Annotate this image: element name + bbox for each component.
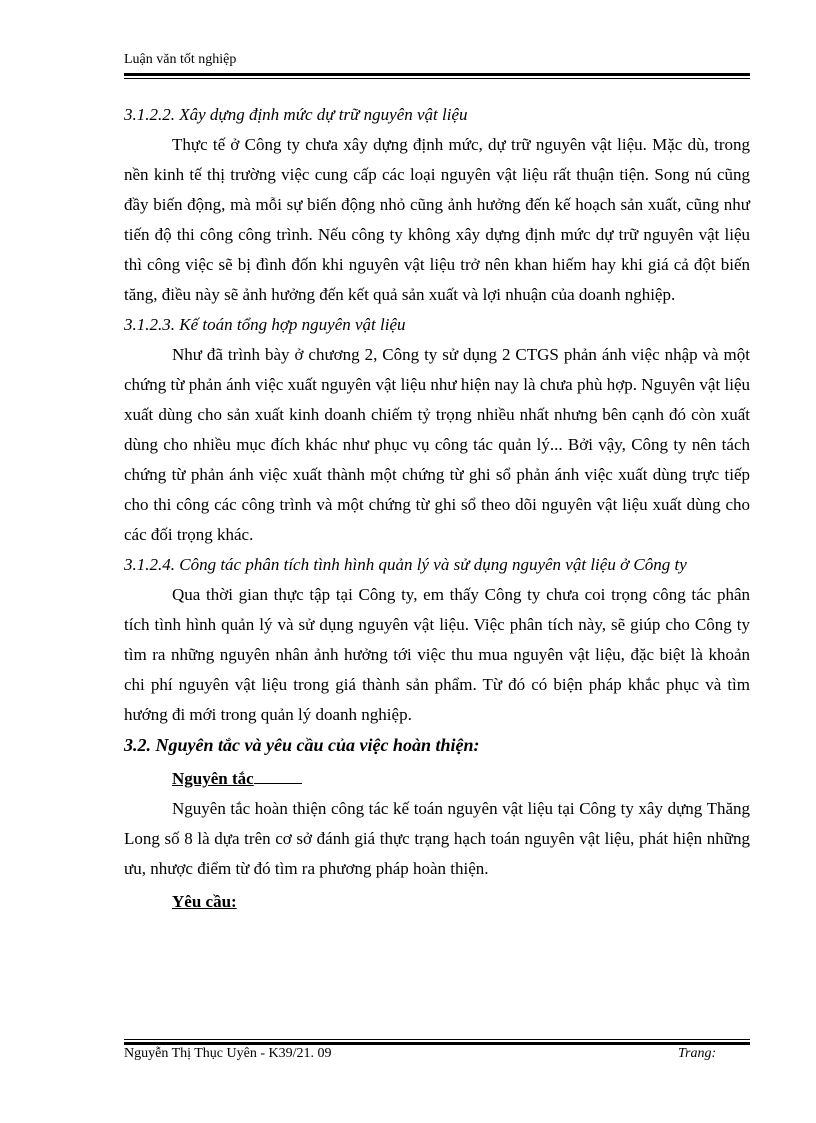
- header-rule-thin: [124, 78, 750, 79]
- section-heading-3-1-2-4: 3.1.2.4. Công tác phân tích tình hình quản lý và sử dụng nguyên vật liệu ở Công ty: [124, 555, 687, 574]
- requirement-label: Yêu cầu:: [172, 892, 237, 911]
- page-content: [124, 100, 750, 917]
- header-rule-thick: [124, 73, 750, 76]
- header-title: Luận văn tốt nghiệp: [124, 52, 237, 67]
- requirement-label-line: [172, 887, 750, 917]
- section-heading-3-2: 3.2. Nguyên tắc và yêu cầu của việc hoàn thiện:: [124, 735, 480, 755]
- section-body-3-1-2-4: Qua thời gian thực tập tại Công ty, em thấy Công ty chưa coi trọng công tác phân tích tình hình quản lý và sử dụng nguyên vật liệu. Việc phân tích này, sẽ giúp cho Công ty tìm ra những nguyên nhân ảnh hưởng tới việc thu mua nguyên vật liệu, đặc biệt là khoản chi phí nguyên vật liệu trong giá thành sản phẩm. Từ đó có biện pháp khắc phục và tìm hướng đi mới trong quản lý doanh nghiệp.: [124, 585, 750, 724]
- footer-rule-thick: [124, 1042, 750, 1045]
- section-body-3-1-2-2: Thực tế ở Công ty chưa xây dựng định mức, dự trữ nguyên vật liệu. Mặc dù, trong nền kinh tế thị trường việc cung cấp các loại nguyên vật liệu rất thuận tiện. Song nú cũng đầy biến động, mà mỗi sự biến động nhỏ cũng ảnh hưởng đến kế hoạch sản xuất, cũng như tiến độ thi công công trình. Nếu công ty không xây dựng định mức dự trữ nguyên vật liệu thì công việc sẽ bị đình đốn khi nguyên vật liệu trở nên khan hiếm hay khi giá cả đột biến tăng, điều này sẽ ảnh hưởng đến kết quả sản xuất và lợi nhuận của doanh nghiệp.: [124, 135, 750, 304]
- section-body-3-1-2-3: Như đã trình bày ở chương 2, Công ty sử dụng 2 CTGS phản ánh việc nhập và một chứng từ phản ánh việc xuất nguyên vật liệu như hiện nay là chưa phù hợp. Nguyên vật liệu xuất dùng cho sản xuất kinh doanh chiếm tỷ trọng nhiều nhất nhưng bên cạnh đó còn xuất dùng cho nhiều mục đích khác như phục vụ công tác quản lý... Bởi vậy, Công ty nên tách chứng từ phản ánh việc xuất thành một chứng từ ghi sổ phản ánh việc xuất dùng trực tiếp cho thi công các công trình và một chứng từ ghi sổ theo dõi nguyên vật liệu xuất dùng cho các đối trọng khác.: [124, 345, 750, 544]
- footer-page-label: Trang:: [678, 1046, 717, 1061]
- principle-label: Nguyên tắc: [172, 769, 254, 788]
- principle-underline: [254, 763, 302, 784]
- principle-label-line: [172, 763, 750, 794]
- footer-rule-thin: [124, 1039, 750, 1040]
- section-heading-3-1-2-3: 3.1.2.3. Kế toán tổng hợp nguyên vật liệu: [124, 315, 406, 334]
- footer-author: Nguyễn Thị Thục Uyên - K39/21. 09: [124, 1046, 332, 1061]
- section-heading-3-1-2-2: 3.1.2.2. Xây dựng định mức dự trữ nguyên vật liệu: [124, 105, 468, 124]
- principle-body: Nguyên tắc hoàn thiện công tác kế toán nguyên vật liệu tại Công ty xây dựng Thăng Long số 8 là dựa trên cơ sở đánh giá thực trạng hạch toán nguyên vật liệu, phát hiện những ưu, nhược điểm từ đó tìm ra phương pháp hoàn thiện.: [124, 799, 750, 878]
